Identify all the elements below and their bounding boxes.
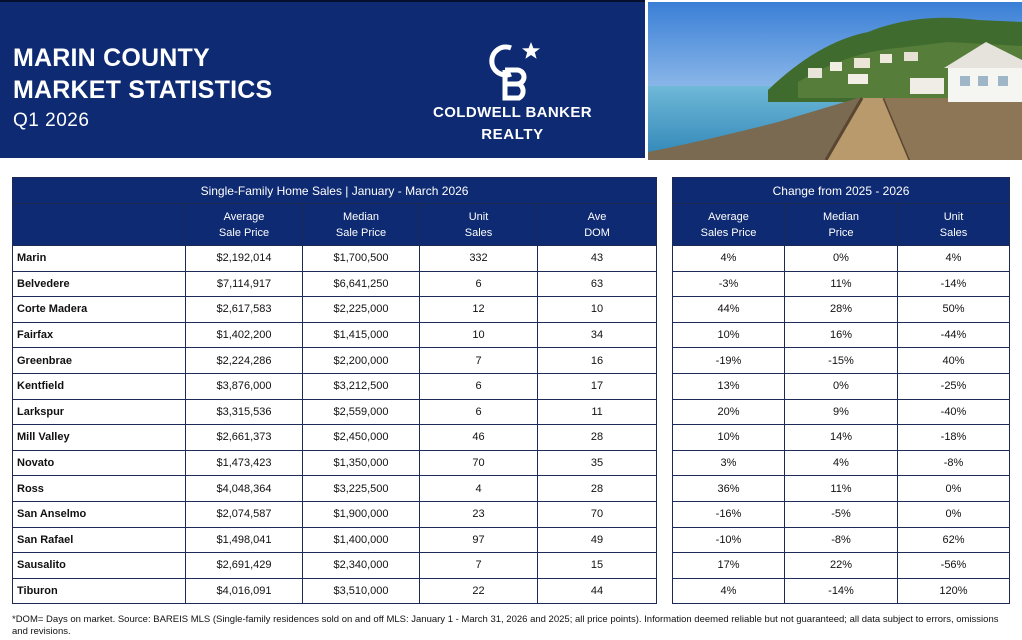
avg-price-cell: $3,876,000 bbox=[186, 373, 303, 399]
area-cell: Marin bbox=[13, 246, 186, 272]
avg-price-cell: $2,661,373 bbox=[186, 425, 303, 451]
median-price-cell: $2,200,000 bbox=[303, 348, 420, 374]
area-cell: Novato bbox=[13, 450, 186, 476]
avg-price-change-cell: -10% bbox=[673, 527, 785, 553]
avg-price-cell: $7,114,917 bbox=[186, 271, 303, 297]
dom-cell: 10 bbox=[538, 297, 657, 323]
unit-sales-change-cell: 0% bbox=[898, 501, 1010, 527]
table-row bbox=[13, 501, 657, 527]
avg-price-change-cell: 4% bbox=[673, 246, 785, 272]
table-row bbox=[673, 271, 1010, 297]
title-line-1: MARIN COUNTY bbox=[13, 44, 210, 72]
median-price-change-cell: 9% bbox=[785, 399, 898, 425]
median-price-change-cell: 28% bbox=[785, 297, 898, 323]
median-price-change-cell: -8% bbox=[785, 527, 898, 553]
avg-price-change-cell: 17% bbox=[673, 553, 785, 579]
table-row bbox=[673, 553, 1010, 579]
table-row bbox=[673, 373, 1010, 399]
unit-sales-cell: 12 bbox=[420, 297, 538, 323]
table-row bbox=[13, 553, 657, 579]
unit-sales-cell: 23 bbox=[420, 501, 538, 527]
avg-price-cell: $4,048,364 bbox=[186, 476, 303, 502]
unit-sales-change-cell: -25% bbox=[898, 373, 1010, 399]
dom-cell: 44 bbox=[538, 578, 657, 604]
unit-sales-change-cell: 50% bbox=[898, 297, 1010, 323]
column-header: Ave DOM bbox=[538, 204, 657, 246]
table-row bbox=[673, 322, 1010, 348]
brand-name: COLDWELL BANKER bbox=[432, 104, 593, 121]
unit-sales-cell: 7 bbox=[420, 553, 538, 579]
brand-subname: REALTY bbox=[481, 126, 544, 143]
median-price-change-cell: 14% bbox=[785, 425, 898, 451]
dom-cell: 49 bbox=[538, 527, 657, 553]
avg-price-cell: $4,016,091 bbox=[186, 578, 303, 604]
table-row bbox=[13, 322, 657, 348]
unit-sales-cell: 7 bbox=[420, 348, 538, 374]
page-title bbox=[13, 42, 272, 106]
sales-table-caption: Single-Family Home Sales | January - March 2026 bbox=[13, 178, 657, 204]
avg-price-change-cell: 10% bbox=[673, 425, 785, 451]
median-price-change-cell: 22% bbox=[785, 553, 898, 579]
table-row bbox=[13, 297, 657, 323]
median-price-cell: $6,641,250 bbox=[303, 271, 420, 297]
column-header: Average Sale Price bbox=[186, 204, 303, 246]
coldwell-banker-logo-icon bbox=[481, 40, 541, 102]
change-table-header-row bbox=[673, 204, 1010, 246]
dom-cell: 11 bbox=[538, 399, 657, 425]
unit-sales-change-cell: 120% bbox=[898, 578, 1010, 604]
dom-cell: 43 bbox=[538, 246, 657, 272]
unit-sales-change-cell: -56% bbox=[898, 553, 1010, 579]
avg-price-cell: $2,192,014 bbox=[186, 246, 303, 272]
table-row bbox=[673, 348, 1010, 374]
median-price-cell: $2,340,000 bbox=[303, 553, 420, 579]
avg-price-change-cell: -16% bbox=[673, 501, 785, 527]
table-row bbox=[13, 450, 657, 476]
unit-sales-change-cell: 62% bbox=[898, 527, 1010, 553]
area-cell: San Anselmo bbox=[13, 501, 186, 527]
table-row bbox=[673, 527, 1010, 553]
median-price-change-cell: -15% bbox=[785, 348, 898, 374]
column-header: Unit Sales bbox=[420, 204, 538, 246]
median-price-change-cell: 4% bbox=[785, 450, 898, 476]
header-banner bbox=[0, 0, 645, 158]
change-table bbox=[672, 177, 1010, 604]
change-table-caption: Change from 2025 - 2026 bbox=[673, 178, 1010, 204]
avg-price-cell: $2,617,583 bbox=[186, 297, 303, 323]
table-row bbox=[673, 578, 1010, 604]
column-header: Median Price bbox=[785, 204, 898, 246]
unit-sales-cell: 97 bbox=[420, 527, 538, 553]
table-row bbox=[13, 578, 657, 604]
table-row bbox=[673, 501, 1010, 527]
title-line-2: MARKET STATISTICS bbox=[13, 76, 273, 104]
avg-price-change-cell: 4% bbox=[673, 578, 785, 604]
table-row bbox=[673, 297, 1010, 323]
avg-price-cell: $2,074,587 bbox=[186, 501, 303, 527]
unit-sales-cell: 6 bbox=[420, 399, 538, 425]
area-cell: Ross bbox=[13, 476, 186, 502]
median-price-cell: $3,225,500 bbox=[303, 476, 420, 502]
median-price-change-cell: 16% bbox=[785, 322, 898, 348]
table-row bbox=[13, 348, 657, 374]
median-price-cell: $1,400,000 bbox=[303, 527, 420, 553]
unit-sales-cell: 332 bbox=[420, 246, 538, 272]
table-row bbox=[13, 246, 657, 272]
median-price-cell: $1,415,000 bbox=[303, 322, 420, 348]
unit-sales-change-cell: -8% bbox=[898, 450, 1010, 476]
unit-sales-change-cell: -18% bbox=[898, 425, 1010, 451]
unit-sales-change-cell: -14% bbox=[898, 271, 1010, 297]
avg-price-change-cell: 36% bbox=[673, 476, 785, 502]
table-row bbox=[673, 425, 1010, 451]
dom-cell: 17 bbox=[538, 373, 657, 399]
table-row bbox=[13, 476, 657, 502]
dom-cell: 35 bbox=[538, 450, 657, 476]
table-row bbox=[13, 425, 657, 451]
avg-price-cell: $2,224,286 bbox=[186, 348, 303, 374]
unit-sales-change-cell: 4% bbox=[898, 246, 1010, 272]
source-footnote: *DOM= Days on market. Source: BAREIS MLS (Single-family residences sold on and off MLS: January 1 - March 31, 2026 and 2025; all price points). Information deemed reliable but not guaranteed; all data subject to errors, omissions and revisions. bbox=[12, 614, 999, 637]
unit-sales-cell: 10 bbox=[420, 322, 538, 348]
dom-cell: 70 bbox=[538, 501, 657, 527]
median-price-change-cell: 11% bbox=[785, 271, 898, 297]
area-cell: Fairfax bbox=[13, 322, 186, 348]
table-row bbox=[673, 476, 1010, 502]
table-row bbox=[13, 271, 657, 297]
median-price-change-cell: 0% bbox=[785, 246, 898, 272]
table-row bbox=[673, 450, 1010, 476]
avg-price-cell: $1,498,041 bbox=[186, 527, 303, 553]
table-row bbox=[673, 399, 1010, 425]
avg-price-change-cell: -19% bbox=[673, 348, 785, 374]
median-price-cell: $3,212,500 bbox=[303, 373, 420, 399]
area-cell: Larkspur bbox=[13, 399, 186, 425]
median-price-cell: $1,900,000 bbox=[303, 501, 420, 527]
sausalito-waterfront-photo bbox=[648, 2, 1022, 160]
dom-cell: 28 bbox=[538, 425, 657, 451]
median-price-cell: $1,700,500 bbox=[303, 246, 420, 272]
dom-cell: 16 bbox=[538, 348, 657, 374]
table-row bbox=[673, 246, 1010, 272]
unit-sales-change-cell: 0% bbox=[898, 476, 1010, 502]
area-cell: Tiburon bbox=[13, 578, 186, 604]
area-cell: Corte Madera bbox=[13, 297, 186, 323]
avg-price-change-cell: 10% bbox=[673, 322, 785, 348]
quarter-label: Q1 2026 bbox=[13, 110, 90, 131]
sales-table-header-row bbox=[13, 204, 657, 246]
unit-sales-cell: 46 bbox=[420, 425, 538, 451]
median-price-cell: $2,225,000 bbox=[303, 297, 420, 323]
median-price-cell: $1,350,000 bbox=[303, 450, 420, 476]
dom-cell: 34 bbox=[538, 322, 657, 348]
area-cell: Belvedere bbox=[13, 271, 186, 297]
avg-price-change-cell: 20% bbox=[673, 399, 785, 425]
median-price-change-cell: 0% bbox=[785, 373, 898, 399]
column-header: Median Sale Price bbox=[303, 204, 420, 246]
avg-price-change-cell: 3% bbox=[673, 450, 785, 476]
unit-sales-change-cell: -44% bbox=[898, 322, 1010, 348]
unit-sales-cell: 22 bbox=[420, 578, 538, 604]
table-row bbox=[13, 399, 657, 425]
area-cell: San Rafael bbox=[13, 527, 186, 553]
area-cell: Greenbrae bbox=[13, 348, 186, 374]
avg-price-cell: $1,402,200 bbox=[186, 322, 303, 348]
unit-sales-cell: 6 bbox=[420, 373, 538, 399]
column-header: Average Sales Price bbox=[673, 204, 785, 246]
area-cell: Kentfield bbox=[13, 373, 186, 399]
unit-sales-cell: 4 bbox=[420, 476, 538, 502]
avg-price-cell: $3,315,536 bbox=[186, 399, 303, 425]
avg-price-change-cell: 13% bbox=[673, 373, 785, 399]
column-header: Unit Sales bbox=[898, 204, 1010, 246]
dom-cell: 15 bbox=[538, 553, 657, 579]
avg-price-change-cell: -3% bbox=[673, 271, 785, 297]
dom-cell: 28 bbox=[538, 476, 657, 502]
median-price-change-cell: -14% bbox=[785, 578, 898, 604]
median-price-change-cell: 11% bbox=[785, 476, 898, 502]
avg-price-cell: $1,473,423 bbox=[186, 450, 303, 476]
area-cell: Sausalito bbox=[13, 553, 186, 579]
table-row bbox=[13, 373, 657, 399]
dom-cell: 63 bbox=[538, 271, 657, 297]
median-price-change-cell: -5% bbox=[785, 501, 898, 527]
sales-table bbox=[12, 177, 657, 604]
unit-sales-cell: 6 bbox=[420, 271, 538, 297]
avg-price-change-cell: 44% bbox=[673, 297, 785, 323]
table-row bbox=[13, 527, 657, 553]
area-cell: Mill Valley bbox=[13, 425, 186, 451]
area-column-header bbox=[13, 204, 186, 246]
median-price-cell: $3,510,000 bbox=[303, 578, 420, 604]
unit-sales-change-cell: -40% bbox=[898, 399, 1010, 425]
median-price-cell: $2,450,000 bbox=[303, 425, 420, 451]
median-price-cell: $2,559,000 bbox=[303, 399, 420, 425]
unit-sales-change-cell: 40% bbox=[898, 348, 1010, 374]
avg-price-cell: $2,691,429 bbox=[186, 553, 303, 579]
unit-sales-cell: 70 bbox=[420, 450, 538, 476]
